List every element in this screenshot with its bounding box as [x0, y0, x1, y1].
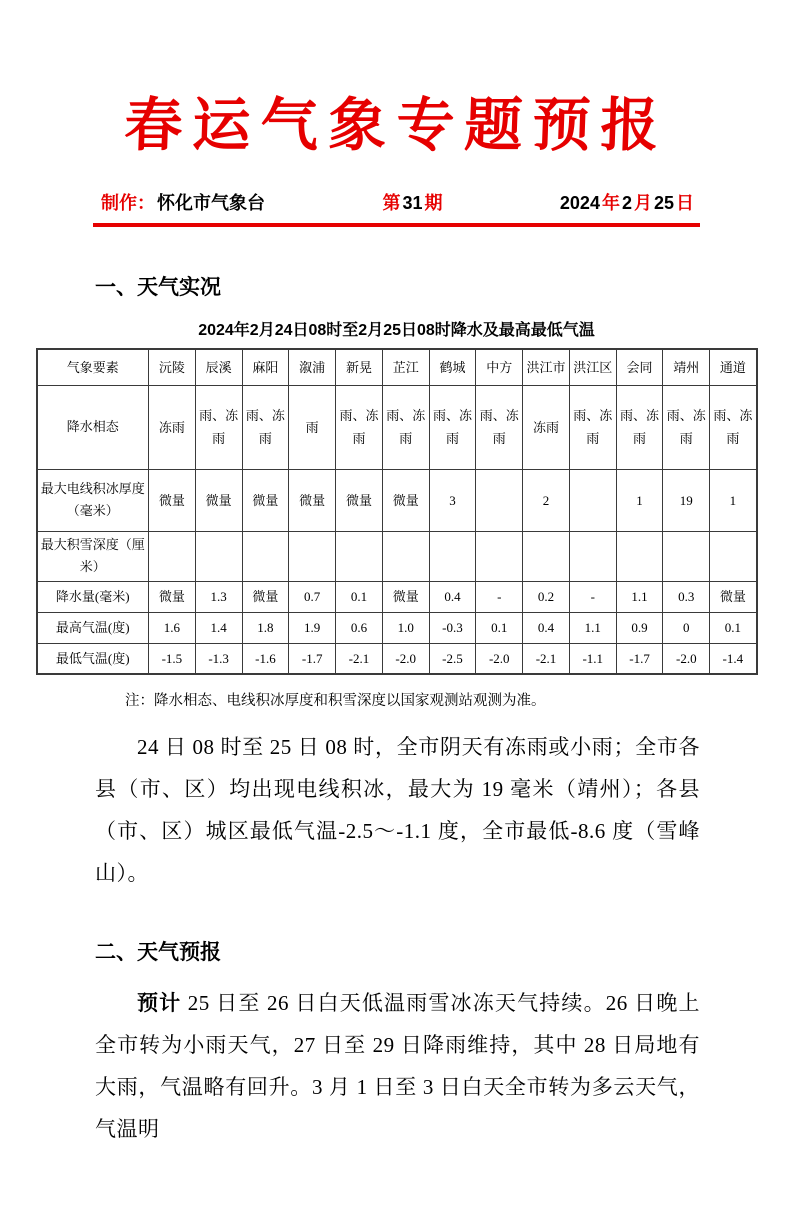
table-cell: -2.0	[382, 643, 429, 674]
row-label: 最高气温(度)	[37, 612, 149, 643]
table-cell: 19	[663, 469, 710, 531]
table-cell: -	[569, 581, 616, 612]
table-cell	[149, 531, 196, 581]
table-cell	[382, 531, 429, 581]
table-cell: 1.4	[195, 612, 242, 643]
table-cell: 1.6	[149, 612, 196, 643]
table-row	[37, 643, 757, 674]
table-cell: -1.3	[195, 643, 242, 674]
table-cell: 微量	[149, 581, 196, 612]
station-column-header: 麻阳	[242, 349, 289, 385]
issue-date-group	[559, 189, 695, 215]
table-cell: 0.1	[710, 612, 757, 643]
table-cell: -2.0	[476, 643, 523, 674]
table-cell: 微量	[149, 469, 196, 531]
table-cell	[429, 531, 476, 581]
table-cell: -1.5	[149, 643, 196, 674]
table-cell: 雨、冻雨	[663, 385, 710, 469]
table-cell: 0.4	[523, 612, 570, 643]
weather-observation-table	[36, 348, 758, 675]
row-label: 降水量(毫米)	[37, 581, 149, 612]
table-cell: 3	[429, 469, 476, 531]
date-year: 2024	[559, 193, 600, 214]
station-column-header: 靖州	[663, 349, 710, 385]
table-cell: -1.7	[289, 643, 336, 674]
table-cell: 1.9	[289, 612, 336, 643]
table-note: 注：降水相态、电线积冰厚度和积雪深度以国家观测站观测为准。	[125, 693, 546, 710]
table-cell: 0	[663, 612, 710, 643]
document-title: 春运气象专题预报	[123, 91, 670, 159]
table-cell: 雨、冻雨	[429, 385, 476, 469]
table-cell	[616, 531, 663, 581]
table-row	[37, 469, 757, 531]
table-cell: 雨	[289, 385, 336, 469]
table-cell: 0.1	[336, 581, 383, 612]
table-header-row	[37, 349, 757, 385]
table-cell	[569, 469, 616, 531]
table-cell: 1.3	[195, 581, 242, 612]
table-cell: -2.1	[523, 643, 570, 674]
date-month-unit: 月	[633, 193, 652, 214]
table-cell	[476, 469, 523, 531]
table-cell: 0.4	[429, 581, 476, 612]
table-corner-header: 气象要素	[37, 349, 149, 385]
table-cell: -1.6	[242, 643, 289, 674]
issue-number: 31	[402, 193, 423, 214]
table-cell: -2.1	[336, 643, 383, 674]
row-label: 最大积雪深度（厘米）	[37, 531, 149, 581]
issue-suffix: 期	[424, 193, 443, 214]
table-cell: 微量	[242, 469, 289, 531]
table-cell: 微量	[710, 581, 757, 612]
date-day: 25	[653, 193, 674, 214]
table-cell	[336, 531, 383, 581]
table-cell: 1	[616, 469, 663, 531]
table-cell: 雨、冻雨	[242, 385, 289, 469]
station-column-header: 中方	[476, 349, 523, 385]
table-cell: 1.1	[616, 581, 663, 612]
station-column-header: 辰溪	[195, 349, 242, 385]
table-cell	[195, 531, 242, 581]
producer-group	[100, 189, 266, 215]
station-column-header: 沅陵	[149, 349, 196, 385]
date-year-unit: 年	[601, 193, 620, 214]
table-cell	[569, 531, 616, 581]
table-cell: 雨、冻雨	[569, 385, 616, 469]
table-cell: 雨、冻雨	[336, 385, 383, 469]
table-cell: 1.0	[382, 612, 429, 643]
issue-prefix: 第	[382, 193, 401, 214]
table-cell	[710, 531, 757, 581]
date-day-unit: 日	[676, 193, 694, 214]
table-cell: -2.0	[663, 643, 710, 674]
table-cell: -	[476, 581, 523, 612]
table-cell: 0.2	[523, 581, 570, 612]
table-row	[37, 612, 757, 643]
table-cell: 冻雨	[149, 385, 196, 469]
section2-paragraph	[95, 982, 700, 1150]
table-cell: -2.5	[429, 643, 476, 674]
table-row	[37, 385, 757, 469]
table-cell: 雨、冻雨	[476, 385, 523, 469]
issue-number-group	[381, 189, 443, 215]
section1-heading: 一、天气实况	[95, 276, 221, 300]
table-row	[37, 531, 757, 581]
section2-paragraph-lead: 预计	[137, 991, 182, 1016]
table-cell: -1.4	[710, 643, 757, 674]
table-cell	[476, 531, 523, 581]
table-cell: 雨、冻雨	[616, 385, 663, 469]
table-cell	[523, 531, 570, 581]
section2-heading: 二、天气预报	[95, 941, 221, 965]
table-cell: 0.6	[336, 612, 383, 643]
table-cell: 微量	[289, 469, 336, 531]
row-label: 降水相态	[37, 385, 149, 469]
table-cell: 0.1	[476, 612, 523, 643]
table-cell: 微量	[195, 469, 242, 531]
table-cell: 0.7	[289, 581, 336, 612]
table-cell: 0.9	[616, 612, 663, 643]
date-month: 2	[621, 193, 632, 214]
table-cell: 1.1	[569, 612, 616, 643]
table-cell: 雨、冻雨	[710, 385, 757, 469]
table-cell	[289, 531, 336, 581]
station-column-header: 通道	[710, 349, 757, 385]
table-cell: 雨、冻雨	[382, 385, 429, 469]
table-cell: 冻雨	[523, 385, 570, 469]
station-column-header: 会同	[616, 349, 663, 385]
table-cell: 2	[523, 469, 570, 531]
producer-value: 怀化市气象台	[157, 193, 265, 214]
table-cell	[663, 531, 710, 581]
masthead-divider	[93, 223, 700, 227]
document-page	[0, 88, 793, 1210]
section2-paragraph-body: 25 日至 26 日白天低温雨雪冰冻天气持续。26 日晚上全市转为小雨天气，27 日至 29 日降雨维持，其中 28 日局地有大雨，气温略有回升。3 月 1 日至 3 日白天全市转为多云天气，气温明	[95, 991, 701, 1142]
row-label: 最大电线积冰厚度（毫米）	[37, 469, 149, 531]
station-column-header: 洪江区	[569, 349, 616, 385]
table-cell: 1	[710, 469, 757, 531]
masthead-info-line	[100, 189, 695, 215]
table-cell: 微量	[336, 469, 383, 531]
table-cell: -1.1	[569, 643, 616, 674]
table-cell: 微量	[242, 581, 289, 612]
station-column-header: 鹤城	[429, 349, 476, 385]
table-cell	[242, 531, 289, 581]
station-column-header: 洪江市	[523, 349, 570, 385]
weather-table-title: 2024年2月24日08时至2月25日08时降水及最高最低气温	[198, 322, 595, 340]
station-column-header: 溆浦	[289, 349, 336, 385]
table-cell: 1.8	[242, 612, 289, 643]
table-cell: -1.7	[616, 643, 663, 674]
table-row	[37, 581, 757, 612]
station-column-header: 新晃	[336, 349, 383, 385]
section1-paragraph: 24 日 08 时至 25 日 08 时，全市阴天有冻雨或小雨；全市各县（市、区）均出现电线积冰，最大为 19 毫米（靖州）；各县（市、区）城区最低气温-2.5～-1.1 度，全市最低-8.6 度（雪峰山）。	[95, 735, 700, 886]
table-cell: 0.3	[663, 581, 710, 612]
section2-block	[0, 936, 793, 1150]
table-cell: 微量	[382, 469, 429, 531]
table-cell: 微量	[382, 581, 429, 612]
producer-label: 制作：	[101, 193, 155, 214]
table-cell: -0.3	[429, 612, 476, 643]
table-cell: 雨、冻雨	[195, 385, 242, 469]
station-column-header: 芷江	[382, 349, 429, 385]
row-label: 最低气温(度)	[37, 643, 149, 674]
